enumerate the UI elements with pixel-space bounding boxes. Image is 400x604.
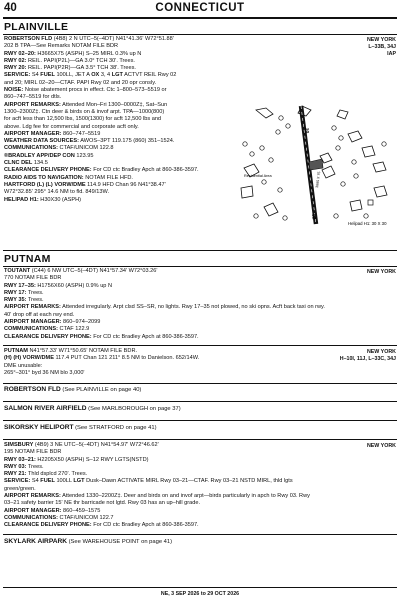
ref-skylark[interactable] xyxy=(4,538,172,545)
helipad-symbol xyxy=(368,200,373,205)
field-label: AIRPORT REMARKS: xyxy=(4,493,61,500)
field-value: H30X30 (ASPH) xyxy=(38,196,81,203)
field-label: (H) (H) VORW/DME xyxy=(4,355,54,362)
section-rule xyxy=(3,266,397,267)
section-rule xyxy=(3,34,397,35)
field-value: Dusk–Dawn ACTIVATE MIRL Rwy 03–21—CTAF. Rwy 03–21 NSTD MIRL, thld lgts xyxy=(84,478,293,485)
entry-line xyxy=(4,58,199,65)
building-shape xyxy=(264,203,278,216)
entry-line xyxy=(4,449,310,456)
apron-shape xyxy=(309,159,323,170)
field-value: 114.9 HFD Chan 96 N41°38.47' xyxy=(85,181,166,188)
entry-line xyxy=(4,522,310,529)
field-value: 195 NOTAM FILE BDR xyxy=(4,449,62,456)
field-label: RWY 03: xyxy=(4,463,27,470)
entry-line xyxy=(4,175,199,182)
field-label: AIRPORT MANAGER: xyxy=(4,507,62,514)
field-value: ACTVT REIL Rwy 02 xyxy=(122,72,177,79)
field-value: 117.4 PUT Chan 121 211° 8.5 NM to Danielson. 652/14W. xyxy=(53,355,200,362)
field-value: Trees. xyxy=(26,289,44,296)
entry-line xyxy=(4,312,325,319)
toutant-region-label: NEW YORK xyxy=(366,269,396,275)
helipad-label: Helipad H1: 30 X 30 xyxy=(348,221,387,226)
entry-line xyxy=(4,182,199,189)
field-value: AWOS–3PT 119.175 (860) 351–1524. xyxy=(79,138,175,145)
putnam-right-labels xyxy=(340,349,396,363)
field-value: 134.5 xyxy=(32,160,48,167)
field-label: ®BRADLEY APP/DEP CON xyxy=(4,152,75,159)
field-label: COMMUNICATIONS: xyxy=(4,514,58,521)
entry-line xyxy=(4,464,310,471)
ref-note: (See WAREHOUSE POINT on page 41) xyxy=(67,539,173,545)
entry-rule xyxy=(3,345,397,346)
chart-label: L–33B, 34J xyxy=(368,44,396,50)
ref-name: SALMON RIVER AIRFIELD xyxy=(4,405,87,412)
entry-line xyxy=(4,457,310,464)
entry-line xyxy=(4,51,199,58)
entry-line xyxy=(4,515,310,522)
entry-line xyxy=(4,500,310,507)
entry-line xyxy=(4,197,199,204)
field-value: REIL. PAPI(P2R)—GA 3.5° TCH 38'. Trees. xyxy=(26,65,136,72)
entry-line xyxy=(4,355,199,362)
field-label: FUEL xyxy=(40,72,55,79)
field-value: 860–459–1575 xyxy=(61,507,101,514)
section-title-plainville: PLAINVILLE xyxy=(4,21,69,33)
field-value: For CD ctc Bradley Apch at 860-386-3597. xyxy=(91,167,199,174)
entry-line xyxy=(4,370,199,377)
entry-line xyxy=(4,275,325,282)
runway-20-label: 20 xyxy=(303,127,310,134)
entry-line xyxy=(4,102,199,109)
entry-line xyxy=(4,87,199,94)
field-value: S4 xyxy=(30,478,41,485)
page-footer: NE, 3 SEP 2026 to 29 OCT 2026 xyxy=(160,591,240,597)
entry-rule xyxy=(3,383,397,384)
entry-line xyxy=(4,268,325,275)
entry-line xyxy=(4,297,325,304)
entry-line xyxy=(4,36,199,43)
field-label: RWY 17: xyxy=(4,289,27,296)
field-label: RWY 21: xyxy=(4,471,27,478)
building-shape xyxy=(322,166,335,178)
robertson-right-labels xyxy=(367,37,396,58)
building-shape xyxy=(337,110,348,119)
field-label: RWY 35: xyxy=(4,297,27,304)
field-value: Trees. xyxy=(26,297,44,304)
robertson-lines xyxy=(4,36,199,204)
field-value: Noise abatement procs in effect. Ctc 1–800–573–5519 or xyxy=(23,87,167,94)
entry-line xyxy=(4,124,199,131)
page-number: 40 xyxy=(4,2,17,14)
section-title-putnam: PUTNAM xyxy=(4,253,51,265)
entry-line xyxy=(4,80,199,87)
entry-line xyxy=(4,138,199,145)
entry-line xyxy=(4,486,310,493)
field-value: (4B8) 2 N UTC–5(–4DT) N41°41.36' W72°51.88' xyxy=(52,36,174,42)
entry-line xyxy=(4,153,199,160)
entry-line xyxy=(4,348,199,355)
entry-rule xyxy=(3,420,397,421)
entry-line xyxy=(4,72,199,79)
entry-line xyxy=(4,471,310,478)
entry-rule xyxy=(3,401,397,402)
putnam-navaid-entry xyxy=(4,348,199,377)
ref-note: (See MARLBOROUGH on page 37) xyxy=(86,406,181,412)
field-value: H2205X50 (ASPH) S–12 RWY LGTS(NSTD) xyxy=(35,456,149,463)
entry-line xyxy=(4,283,325,290)
entry-line xyxy=(4,478,310,485)
field-value: CTAF/UNICOM 122.8 xyxy=(57,145,114,152)
airport-diagram xyxy=(236,104,393,229)
entry-line xyxy=(4,94,199,101)
entry-line xyxy=(4,442,310,449)
entry-line xyxy=(4,304,325,311)
field-value: NOTAM FILE HFD. xyxy=(83,174,133,181)
building-shape xyxy=(362,146,375,157)
region-label: NEW YORK xyxy=(366,349,396,355)
simsbury-region-label: NEW YORK xyxy=(366,443,396,449)
field-value: (C44) 6 NW UTC–5(–4DT) N41°57.34' W72°03.26' xyxy=(30,268,158,274)
field-value: 100LL xyxy=(54,478,74,485)
entry-line xyxy=(4,116,199,123)
field-label: SIMSBURY xyxy=(4,442,34,448)
putnam-lines xyxy=(4,348,199,377)
section-rule xyxy=(3,250,397,251)
field-value: H3665X75 (ASPH) S–25 MIRL 0.3% up N xyxy=(35,50,142,57)
field-label: AIRPORT REMARKS: xyxy=(4,101,61,108)
field-value: 1300–2300Z‡. Ctn deer & birds on & invof arpt. TPA—1000(800) xyxy=(4,108,165,115)
entry-line xyxy=(4,290,325,297)
ref-name: SIKORSKY HELIPORT xyxy=(4,424,74,431)
field-label: LGT xyxy=(111,72,123,79)
field-label: TOUTANT xyxy=(4,268,31,274)
footer-rule xyxy=(3,587,397,588)
ref-note: (See PLAINVILLE on page 40) xyxy=(60,387,142,393)
field-label: AIRPORT MANAGER: xyxy=(4,130,62,137)
entry-line xyxy=(4,131,199,138)
entry-line xyxy=(4,363,199,370)
field-label: CLEARANCE DELIVERY PHONE: xyxy=(4,333,92,340)
field-value: for acft less than 12,500 lbs, 1500(1300) for acft 12,500 lbs and xyxy=(4,116,162,123)
entry-line xyxy=(4,319,325,326)
field-value: Attended Mon–Fri 1300–0000Z‡, Sat–Sun xyxy=(60,101,168,108)
field-label: RWY 02: xyxy=(4,57,27,64)
building-shape xyxy=(256,108,273,118)
entry-line xyxy=(4,145,199,152)
field-label: PUTNAM xyxy=(4,348,28,354)
field-label: AIRPORT REMARKS: xyxy=(4,304,61,311)
field-value: 123.95 xyxy=(74,152,94,159)
field-label: RWY 20: xyxy=(4,65,27,72)
field-value: 860–747–5519 xyxy=(61,130,101,137)
building-shape xyxy=(348,131,362,142)
building-shape xyxy=(241,186,253,198)
field-label: CLNC DEL xyxy=(4,160,33,167)
building-shape xyxy=(374,186,387,197)
field-label: COMMUNICATIONS: xyxy=(4,145,58,152)
field-value: S4 xyxy=(30,72,41,79)
field-label: RWY 02–20: xyxy=(4,50,36,57)
field-label: NOISE: xyxy=(4,87,24,94)
field-label: FUEL xyxy=(40,478,55,485)
field-value: Trees. xyxy=(26,463,44,470)
entry-line xyxy=(4,508,310,515)
field-value: Attended irregularly. Arpt clsd SS–SR, no lights. Rwy 17–35 not plowed, no ski opns. Acft back taxi on rwy. xyxy=(60,304,325,311)
ref-name: SKYLARK AIRPARK xyxy=(4,538,68,545)
field-label: WEATHER DATA SOURCES: xyxy=(4,138,79,145)
field-value: 100LL, JET A xyxy=(54,72,92,79)
field-value: CTAF 122.9 xyxy=(57,326,90,333)
field-value: 770 NOTAM FILE BDR xyxy=(4,275,62,282)
header-rule xyxy=(3,17,397,19)
field-value: N41°57.33' W71°50.65' NOTAM FILE BDR. xyxy=(27,348,138,354)
field-value: DME unusable: xyxy=(4,362,43,369)
building-shape xyxy=(350,200,362,211)
runway-02-label: 02 xyxy=(310,213,317,220)
field-value: above. Ldg fee for commercial and corporate acft only. xyxy=(4,123,139,130)
field-value: 860–974–2099 xyxy=(61,319,101,326)
field-label: COMMUNICATIONS: xyxy=(4,326,58,333)
entry-line xyxy=(4,189,199,196)
field-label: HELIPAD H1: xyxy=(4,196,39,203)
field-label: RWY 03–21: xyxy=(4,456,36,463)
field-label: CLEARANCE DELIVERY PHONE: xyxy=(4,167,92,174)
field-value: green/green. xyxy=(4,485,36,492)
ref-sikorsky[interactable] xyxy=(4,424,157,431)
field-value: 3, 4 xyxy=(99,72,112,79)
field-value: 40' drop off at each rwy end. xyxy=(4,311,75,318)
entry-rule xyxy=(3,439,397,440)
field-value: For CD ctc Bradley Apch at 860-386-3597. xyxy=(91,333,199,340)
field-value: 03–21 safety barrier 15' NE thr barricade not lgtd. Rwy 03 has an up–hill grade. xyxy=(4,500,201,507)
entry-line xyxy=(4,334,325,341)
robertson-entry xyxy=(4,36,199,204)
ref-name: ROBERTSON FLD xyxy=(4,386,61,393)
field-label: ROBERTSON FLD xyxy=(4,36,53,42)
residential-area-label: Residential Area xyxy=(244,174,272,178)
field-value: H1756X60 (ASPH) 0.9% up N xyxy=(35,282,113,289)
simsbury-entry xyxy=(4,442,310,530)
entry-rule xyxy=(3,534,397,535)
region-label: NEW YORK xyxy=(366,37,396,43)
field-label: RWY 17–35: xyxy=(4,282,36,289)
field-label: AIRPORT MANAGER: xyxy=(4,319,62,326)
field-label: CLEARANCE DELIVERY PHONE: xyxy=(4,522,92,529)
field-value: For CD ctc Bradley Apch at 860-386-3597. xyxy=(91,522,199,529)
field-label: LGT xyxy=(73,478,85,485)
field-value: (4B9) 3 NE UTC–5(–4DT) N41°54.97' W72°46.62' xyxy=(33,442,159,448)
runway-dimension-label: 3665 X 75 xyxy=(315,171,322,189)
entry-line xyxy=(4,167,199,174)
field-value: and 20; MIRL 02–20—CTAF. PAPI Rwy 02 and 20 opr consly. xyxy=(4,79,157,86)
iap-label: IAP xyxy=(387,51,396,57)
field-value: REIL. PAPI(P2L)—GA 3.0° TCH 30'. Trees. xyxy=(26,57,135,64)
entry-line xyxy=(4,493,310,500)
page-state-title: CONNECTICUT xyxy=(155,2,245,14)
field-value: 265°–301° byd 36 NM blo 3,000' xyxy=(4,369,85,376)
building-shape xyxy=(373,162,386,172)
chart-label: H–10I, 11J, L–33C, 34J xyxy=(339,356,396,362)
field-label: SERVICE: xyxy=(4,478,31,485)
entry-line xyxy=(4,160,199,167)
field-value: W72°32.85' 295° 14.6 NM to fld. 849/13W. xyxy=(4,189,110,196)
field-label: SERVICE: xyxy=(4,72,31,79)
field-value: Thld dsplcd 270'. Trees. xyxy=(26,471,88,478)
toutant-lines xyxy=(4,268,325,341)
toutant-entry xyxy=(4,268,325,341)
field-value: Attended 1330–2200Z‡. Deer and birds on and invof arpt—birds particularly in apch to Rwy 03. Rwy xyxy=(60,493,310,500)
simsbury-lines xyxy=(4,442,310,530)
ref-note: (See STRATFORD on page 41) xyxy=(73,425,157,431)
ref-salmon-river[interactable] xyxy=(4,405,181,412)
entry-line xyxy=(4,109,199,116)
field-value: 860–747–5519 for dtls. xyxy=(4,94,62,101)
field-label: HARTFORD (L) (L) VORW/DME xyxy=(4,181,86,188)
entry-line xyxy=(4,43,199,50)
ref-robertson[interactable] xyxy=(4,386,141,393)
field-label: OX xyxy=(91,72,100,79)
field-label: RADIO AIDS TO NAVIGATION: xyxy=(4,174,84,181)
entry-line xyxy=(4,65,199,72)
entry-line xyxy=(4,326,325,333)
field-value: CTAF/UNICOM 122.7 xyxy=(57,514,114,521)
field-value: 202 B TPA—See Remarks NOTAM FILE BDR xyxy=(4,43,119,50)
